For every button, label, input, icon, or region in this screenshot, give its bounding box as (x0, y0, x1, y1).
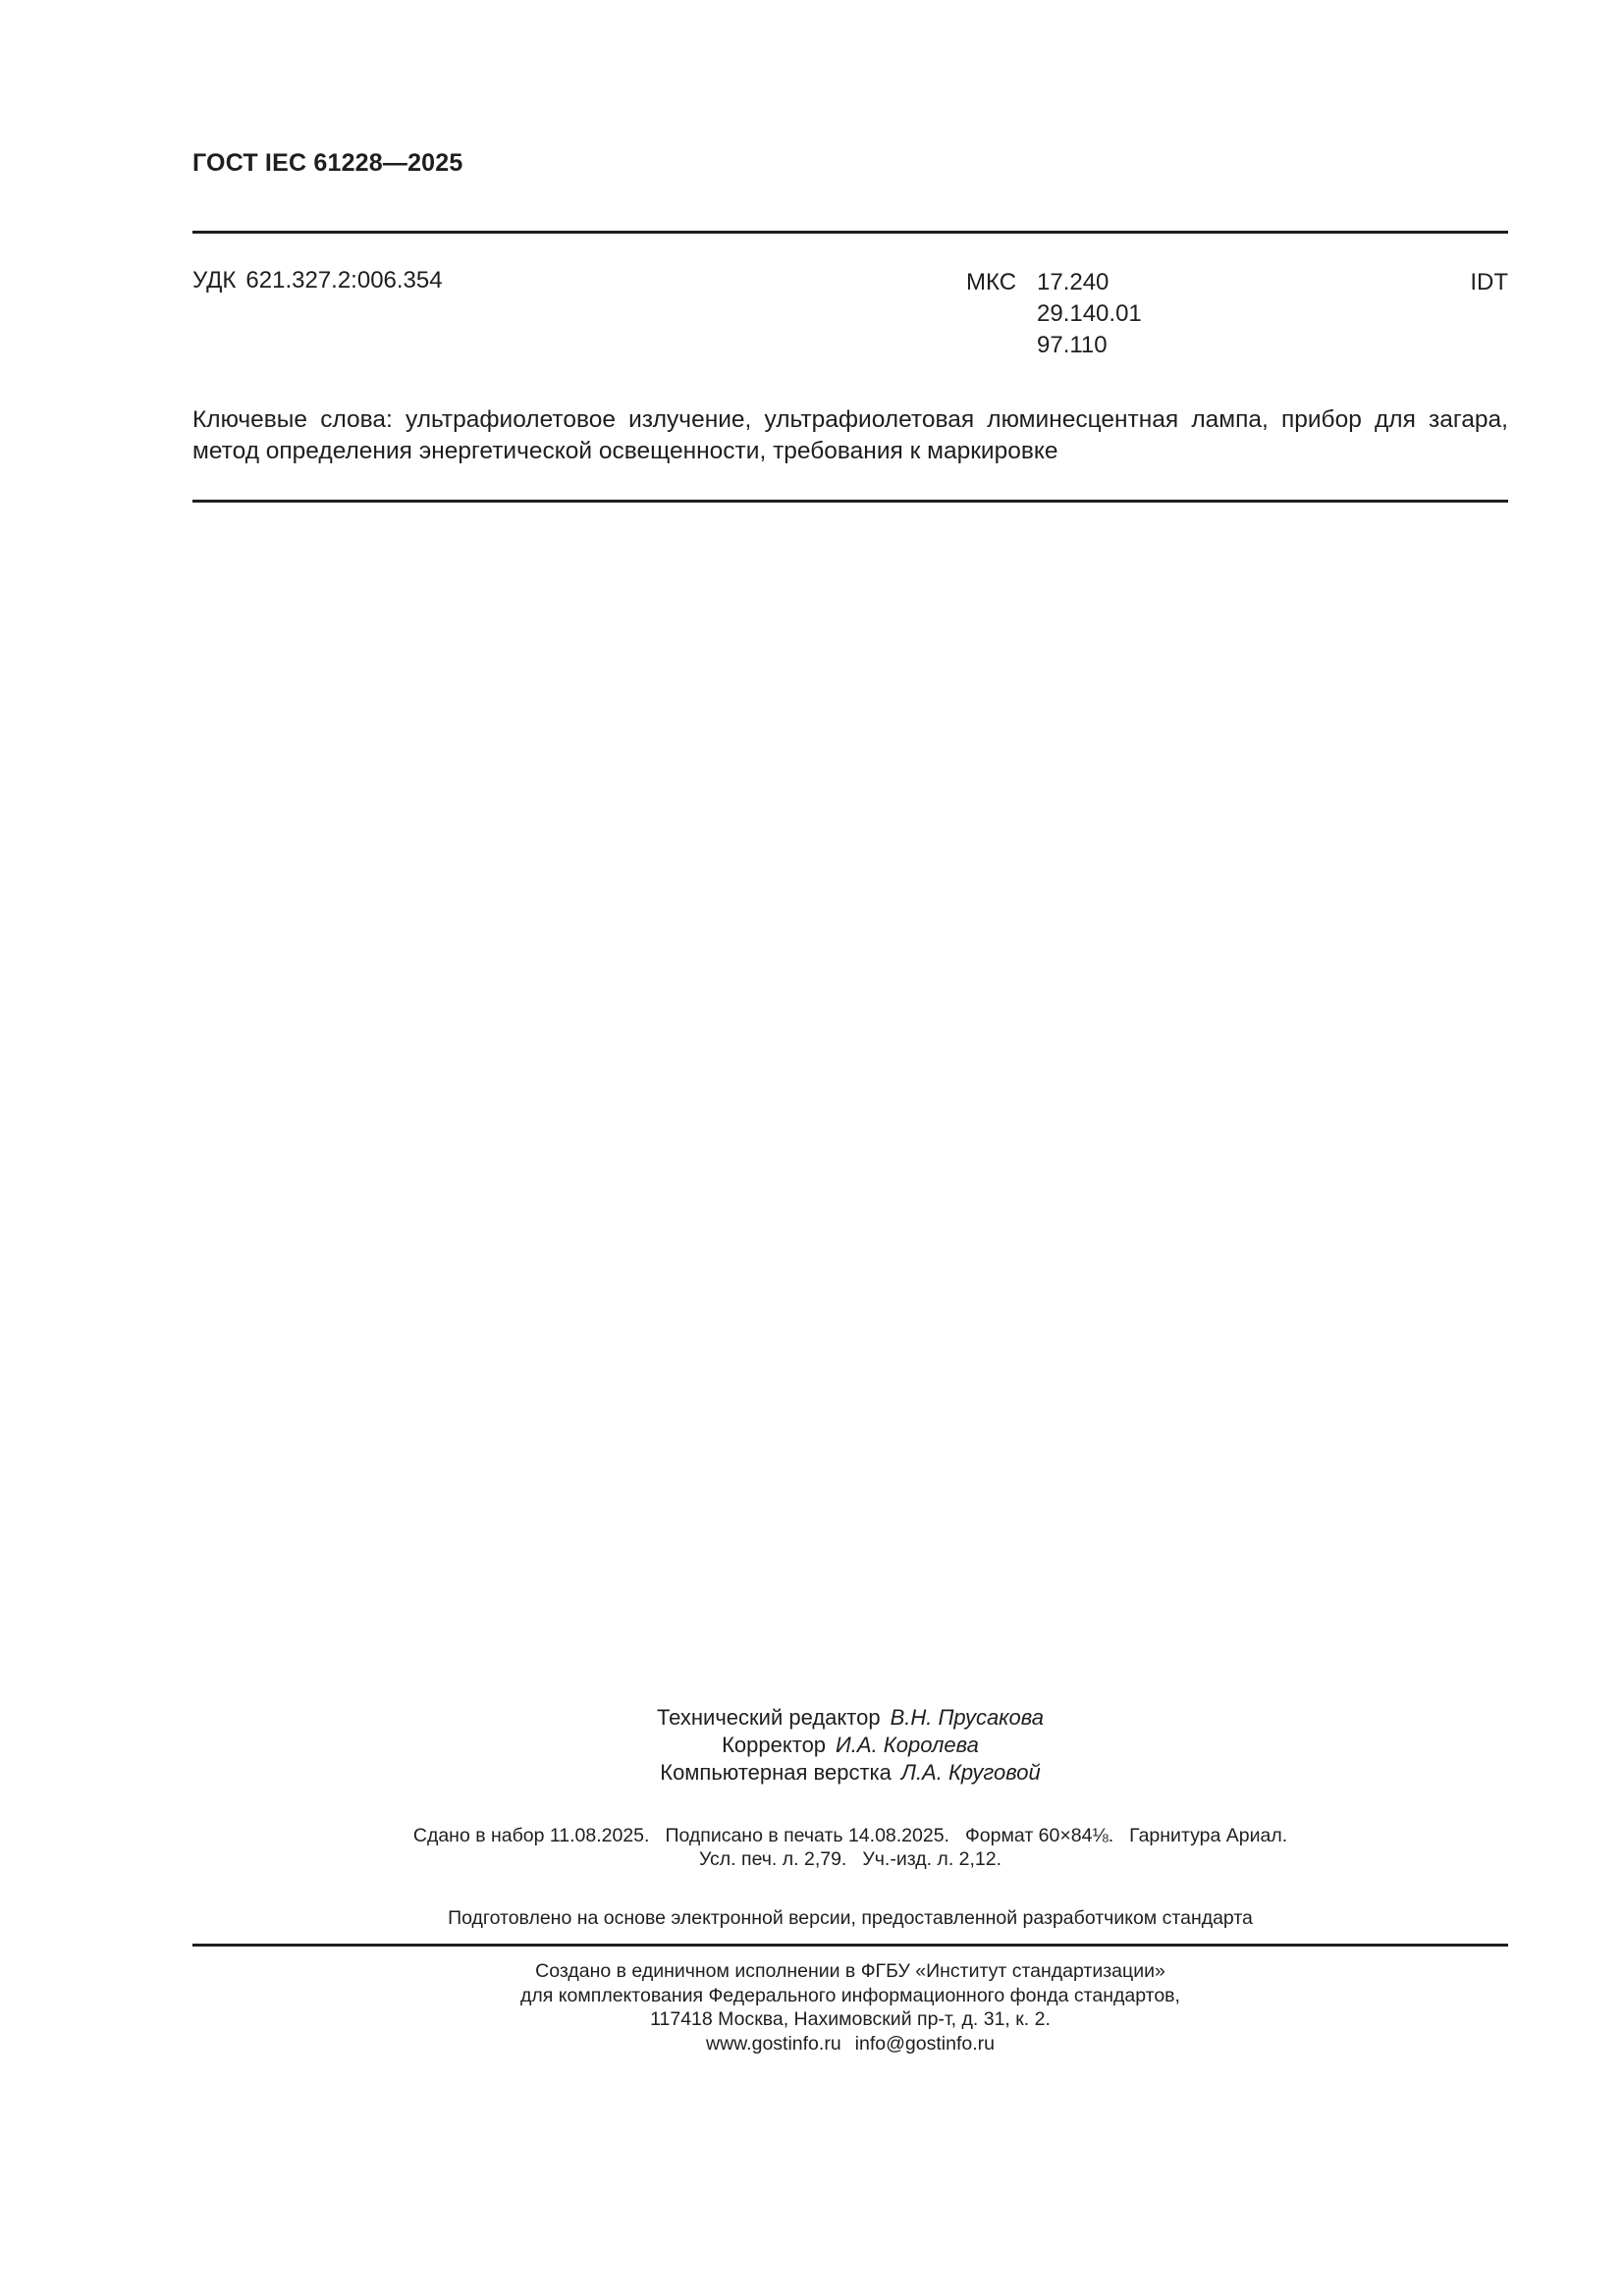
publisher-info (192, 1959, 1508, 2056)
publisher-contacts (192, 2032, 1508, 2056)
mks-classification (966, 267, 1142, 361)
editorial-credits (192, 1704, 1508, 1787)
credit-name: Л.А. Круговой (900, 1760, 1041, 1785)
imprint-row (192, 1847, 1508, 1871)
prepared-note: Подготовлено на основе электронной версии, предоставленной разработчиком стандарта (448, 1907, 1253, 1929)
website-link[interactable]: www.gostinfo.ru (706, 2032, 841, 2055)
divider-keywords (192, 500, 1508, 503)
imprint-signed: Подписано в печать 14.08.2025. (665, 1825, 949, 1846)
publisher-line: для комплектования Федерального информационного фонда стандартов, (520, 1984, 1180, 2006)
credit-row (192, 1732, 1508, 1759)
credit-role: Технический редактор (656, 1705, 881, 1730)
mks-code: 29.140.01 (1037, 300, 1142, 327)
email-link[interactable]: info@gostinfo.ru (854, 2032, 995, 2055)
credit-role: Корректор (722, 1733, 827, 1757)
credit-role: Компьютерная верстка (660, 1760, 892, 1785)
credit-row (192, 1759, 1508, 1787)
publisher-line: Создано в единичном исполнении в ФГБУ «Институт стандартизации» (535, 1960, 1165, 1982)
udk-classification (192, 267, 443, 294)
divider-top (192, 231, 1508, 234)
credit-row (192, 1704, 1508, 1732)
credit-name: И.А. Королева (836, 1733, 979, 1757)
publisher-address: 117418 Москва, Нахимовский пр-т, д. 31, к. 2. (650, 2008, 1051, 2030)
document-title: ГОСТ IEC 61228—2025 (192, 149, 463, 177)
imprint-row (192, 1824, 1508, 1847)
mks-code: 17.240 (1037, 269, 1110, 295)
mks-code-list (1037, 267, 1142, 361)
imprint-printed-sheets: Усл. печ. л. 2,79. (698, 1848, 847, 1870)
equivalence-degree: IDT (1470, 269, 1508, 295)
print-imprint (192, 1824, 1508, 1871)
divider-bottom (192, 1944, 1508, 1947)
imprint-submitted: Сдано в набор 11.08.2025. (412, 1825, 650, 1846)
udk-value: 621.327.2:006.354 (245, 267, 443, 294)
udk-label: УДК (192, 267, 237, 294)
mks-label: МКС (966, 269, 1017, 295)
keywords-paragraph: Ключевые слова: ультрафиолетовое излучение, ультрафиолетовая люминесцентная лампа, прибор для загара, метод определения энергетической освещенности, требования к маркировке (192, 406, 1508, 464)
imprint-format: Формат 60×84⅛. (964, 1825, 1114, 1846)
credit-name: В.Н. Прусакова (890, 1705, 1045, 1730)
imprint-publisher-sheets: Уч.-изд. л. 2,12. (862, 1848, 1002, 1870)
imprint-typeface: Гарнитура Ариал. (1129, 1825, 1288, 1846)
mks-code: 97.110 (1037, 332, 1108, 358)
